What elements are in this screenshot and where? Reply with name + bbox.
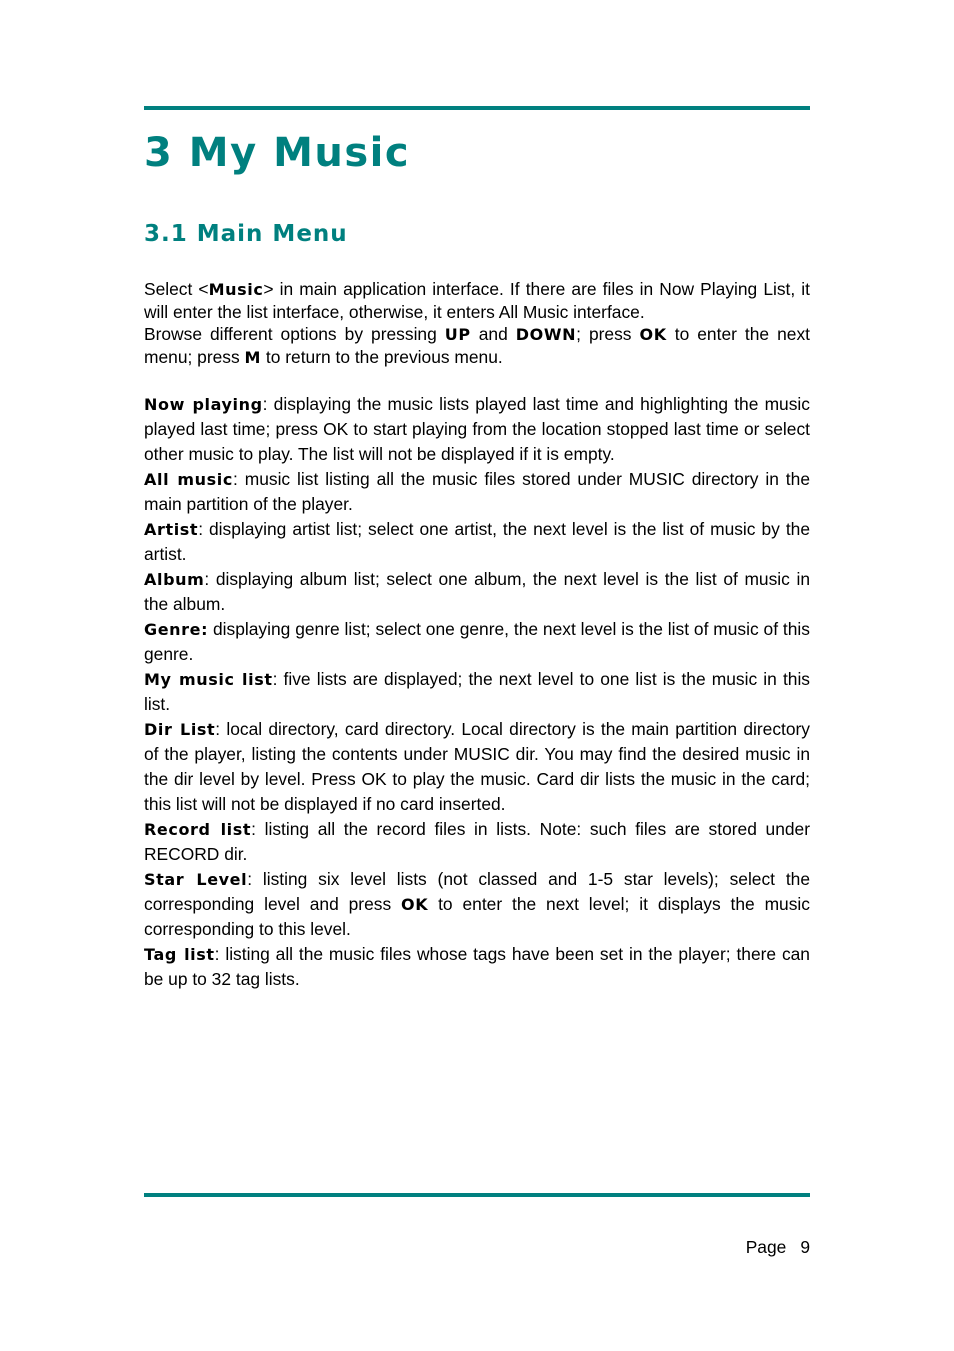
definition-star-level (144, 867, 810, 942)
definition-record-list (144, 817, 810, 867)
definition-text: to enter the next level; it displays the music corresponding to this level. (144, 894, 810, 939)
definition-term: Tag list (144, 945, 215, 964)
definition-term: Star Level (144, 870, 248, 889)
definition-text: : five lists are displayed; the next level to one list is the music in this list. (144, 669, 811, 714)
page-number-value: 9 (800, 1237, 810, 1257)
definition-my-music-list (144, 667, 810, 717)
definition-term: Artist (144, 520, 199, 539)
definition-term: All music (144, 470, 233, 489)
keyword-music: Music (208, 280, 264, 299)
definition-text: : listing all the record files in lists. Note: such files are stored under RECORD dir. (144, 819, 811, 864)
chapter-title: 3 My Music (144, 130, 411, 176)
section-title: 3.1 Main Menu (144, 221, 348, 247)
definition-list (144, 392, 810, 992)
definition-term: Genre: (144, 620, 209, 639)
footer-rule (144, 1193, 810, 1197)
definition-album (144, 567, 810, 617)
intro-text-run: to return to the previous menu. (261, 347, 503, 367)
definition-text: : listing six level lists (not classed and 1-5 star levels); select the corresponding level and press (144, 869, 810, 914)
definition-term: Record list (144, 820, 252, 839)
intro-text (144, 278, 810, 369)
keyword-m: M (244, 348, 262, 367)
definition-term: Album (144, 570, 205, 589)
definition-term: Dir List (144, 720, 216, 739)
intro-text-run: Browse different options by pressing (144, 324, 445, 344)
definition-text: : music list listing all the music files stored under MUSIC directory in the main partition of the player. (144, 469, 810, 514)
definition-genre (144, 617, 810, 667)
keyword-up: UP (444, 325, 471, 344)
definition-text: : listing all the music files whose tags have been set in the player; there can be up to 32 tag lists. (144, 944, 810, 989)
definition-text: : displaying album list; select one album, the next level is the list of music in the album. (144, 569, 810, 614)
definition-artist (144, 517, 810, 567)
definition-text: : local directory, card directory. Local directory is the main partition directory of the player, listing the contents under MUSIC dir. You may find the desired music in the dir level by level. Press OK to play the music. Card dir lists the music in the card; this list will not be displayed if no card inserted. (144, 719, 811, 814)
definition-text: : displaying artist list; select one artist, the next level is the list of music by the artist. (144, 519, 810, 564)
definition-tag-list (144, 942, 810, 992)
intro-text-run: to enter the next menu; press (144, 324, 810, 367)
intro-text-run: and (470, 324, 516, 344)
keyword-down: DOWN (515, 325, 577, 344)
page-label: Page (745, 1237, 787, 1257)
definition-now-playing (144, 392, 810, 467)
header-rule (144, 106, 810, 110)
definition-all-music (144, 467, 810, 517)
intro-paragraph-2 (144, 323, 810, 369)
definition-term: My music list (144, 670, 273, 689)
definition-text: : displaying the music lists played last time and highlighting the music played last time; press OK to start playing from the location stopped last time or select other music to play. The list will not be displayed if it is empty. (144, 394, 810, 464)
definition-text: displaying genre list; select one genre, the next level is the list of music of this genre. (144, 619, 810, 664)
intro-text-run: > in main application interface. If there are files in Now Playing List, it will enter the list interface, otherwise, it enters All Music interface. (144, 279, 810, 322)
intro-text-run: ; press (576, 324, 640, 344)
intro-text-run: Select < (144, 279, 209, 299)
keyword-ok: OK (639, 325, 667, 344)
page-number (746, 1235, 810, 1259)
intro-paragraph-1 (144, 278, 810, 323)
keyword-ok: OK (401, 895, 429, 914)
definition-dir-list (144, 717, 810, 817)
definition-term: Now playing (144, 395, 263, 414)
